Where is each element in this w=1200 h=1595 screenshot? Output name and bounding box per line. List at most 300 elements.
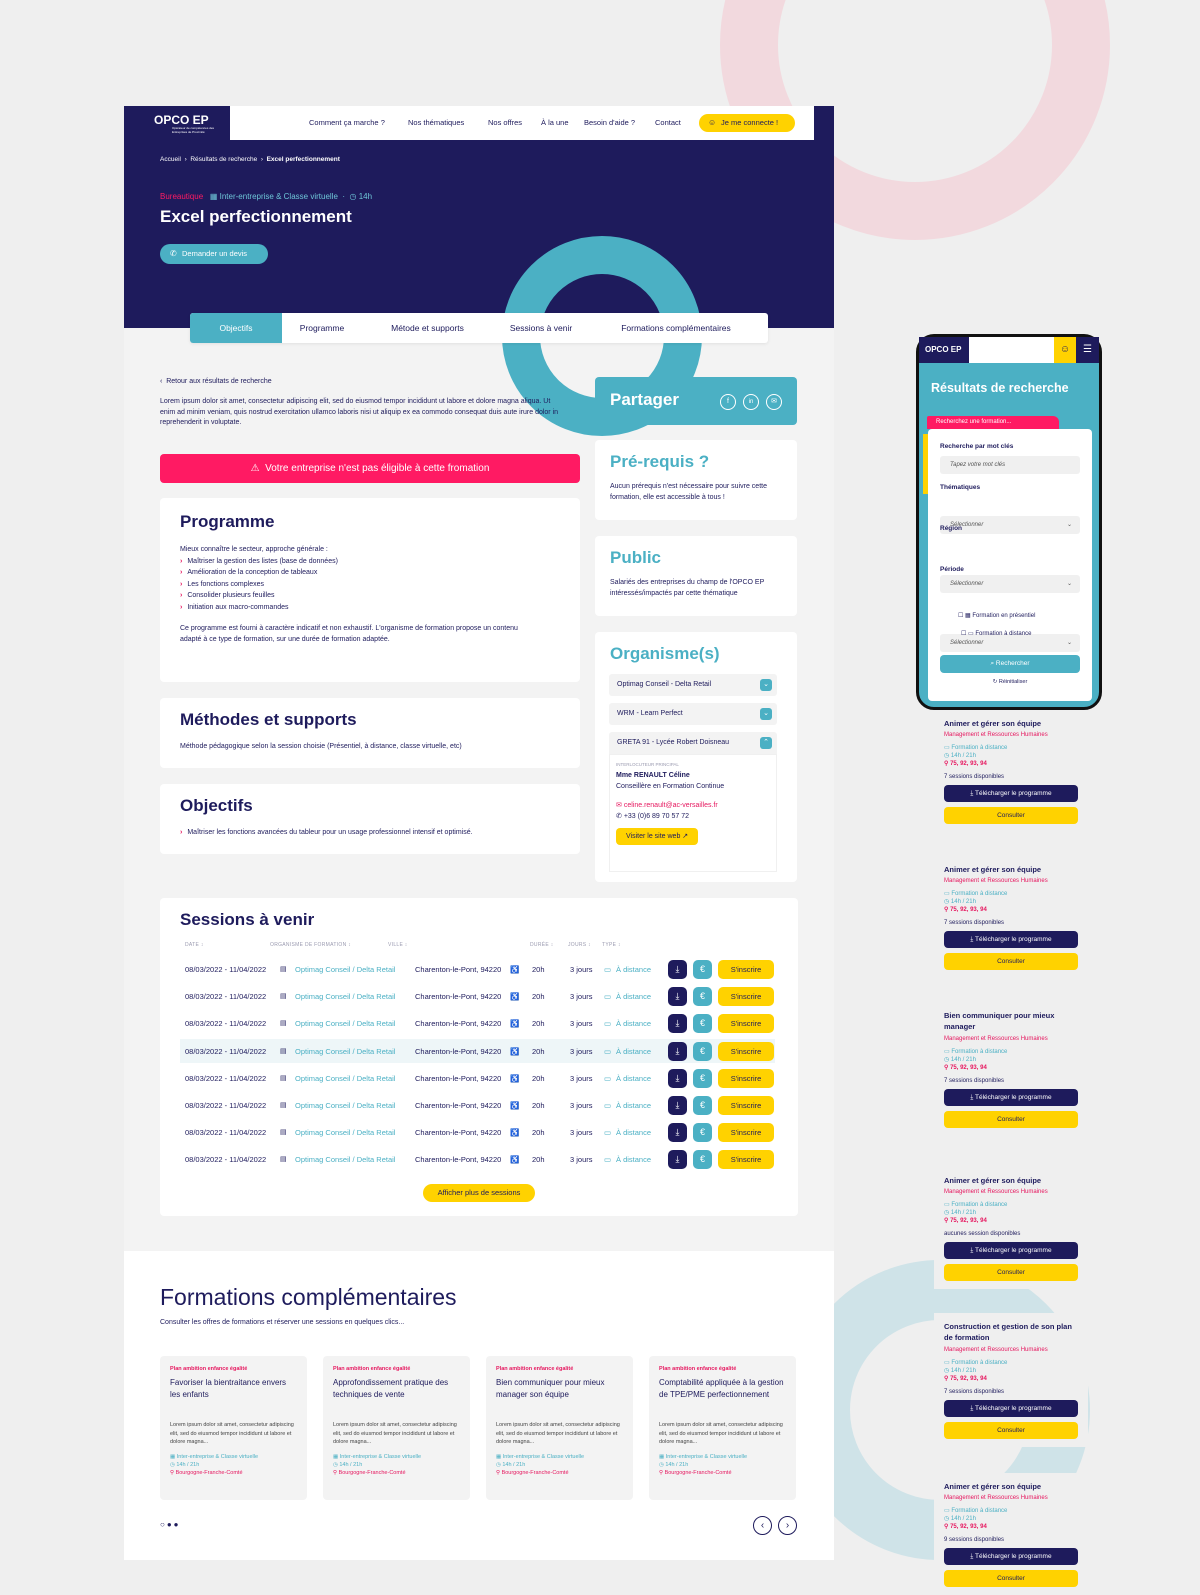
show-more-sessions-button[interactable]: Afficher plus de sessions <box>423 1184 535 1202</box>
session-duration: 20h <box>532 1046 545 1056</box>
card-meta <box>333 1452 460 1478</box>
session-duration: 20h <box>532 1019 545 1029</box>
nav-item-contact[interactable]: Contact <box>655 118 681 127</box>
download-icon[interactable]: ⤓ <box>668 1150 687 1169</box>
list-item: › Les fonctions complexes <box>180 580 264 588</box>
formation-card[interactable] <box>160 1356 307 1500</box>
reset-label: Réinitialiser <box>998 679 1028 685</box>
card-category: Plan ambition enfance égalité <box>659 1366 737 1372</box>
reset-button[interactable] <box>940 679 1080 685</box>
session-days: 3 jours <box>570 1101 593 1110</box>
euro-icon[interactable]: € <box>693 1096 712 1115</box>
pin-icon: ⚲ <box>944 761 949 768</box>
mobile-results-list <box>934 710 1088 1583</box>
result-mode-row <box>944 1201 1078 1208</box>
result-duration: 14h / 21h <box>950 899 976 906</box>
result-title[interactable]: Animer et gérer son équipe <box>944 719 1042 728</box>
column-header-days[interactable]: JOURS ↕ <box>568 942 591 948</box>
session-duration: 20h <box>532 1101 545 1110</box>
tab-sessions[interactable]: Sessions à venir <box>509 323 573 333</box>
desktop-page <box>124 106 834 1560</box>
organisme-item[interactable] <box>609 674 777 696</box>
result-dept-row <box>944 1217 1078 1224</box>
result-mode-row <box>944 1048 1078 1055</box>
share-card <box>595 377 797 425</box>
nav-item-themes[interactable]: Nos thématiques <box>408 118 465 127</box>
website-button[interactable] <box>616 828 698 845</box>
session-org-link[interactable]: Optimag Conseil / Delta Retail <box>295 1073 396 1083</box>
download-icon: ⤓ <box>970 1553 974 1561</box>
register-button[interactable]: S'inscrire <box>718 987 774 1006</box>
card-mode: Inter-entreprise & Classe virtuelle <box>176 1453 259 1460</box>
download-programme-button[interactable] <box>944 785 1078 802</box>
programme-title: Programme <box>180 512 275 531</box>
table-row <box>180 1039 775 1063</box>
user-icon[interactable]: ☺ <box>1054 337 1076 363</box>
breadcrumb-current: Excel perfectionnement <box>266 156 340 163</box>
tab-methodes[interactable]: Métode et supports <box>391 323 464 333</box>
column-header-duration[interactable]: DURÉE ↕ <box>530 942 554 948</box>
session-org-link[interactable]: Optimag Conseil / Delta Retail <box>295 1019 396 1029</box>
sessions-title: Sessions à venir <box>180 910 315 929</box>
mail-icon[interactable]: ✉ <box>766 394 782 410</box>
session-days: 3 jours <box>570 965 593 974</box>
clock-icon: ◷ <box>944 899 950 906</box>
table-row <box>180 1066 775 1090</box>
prereq-card <box>595 440 797 520</box>
menu-icon[interactable]: ☰ <box>1076 337 1099 363</box>
clock-icon: ◷ <box>944 1516 950 1523</box>
result-title[interactable]: Animer et gérer son équipe <box>944 1176 1042 1185</box>
result-dept-row <box>944 1375 1078 1382</box>
intro-text: Lorem ipsum dolor sit amet, consectetur adipiscing elit, sed do eiusmod tempor incididunt ut labore et dolore magna aliqua. Ut enim ad minim veniam, quis nostrud exercitation ullamco laboris nisi ut aliquip ex ea commodo consequat duis aute irure dolor in reprehenderit in voluptate. <box>160 398 559 426</box>
monitor-icon: ▭ <box>944 1359 950 1366</box>
calendar-icon: ▤ <box>280 1047 287 1055</box>
result-mode-row <box>944 744 1078 751</box>
methodes-title: Méthodes et supports <box>180 710 357 729</box>
methodes-text: Méthode pédagogique selon la session choisie (Présentiel, à distance, classe virtuelle, etc) <box>180 743 462 750</box>
objectifs-card <box>160 784 580 854</box>
result-duration-row <box>944 752 1078 759</box>
card-mode: Inter-entreprise & Classe virtuelle <box>502 1453 585 1460</box>
building-icon: ▦ <box>333 1453 339 1460</box>
table-row <box>180 957 775 981</box>
monitor-icon: ▭ <box>604 992 612 1002</box>
register-button[interactable]: S'inscrire <box>718 1014 774 1033</box>
column-header-type[interactable]: TYPE ↕ <box>602 942 621 948</box>
result-availability: 7 sessions disponibles <box>944 774 1005 781</box>
card-region: Bourgogne-Franche-Comté <box>664 1469 732 1476</box>
session-org-link[interactable]: Optimag Conseil / Delta Retail <box>295 1128 396 1138</box>
prereq-title: Pré-requis ? <box>610 452 710 471</box>
methodes-card <box>160 698 580 768</box>
session-type: À distance <box>616 992 652 1002</box>
keyword-input[interactable]: Tapez votre mot clés <box>940 456 1080 474</box>
card-region: Bourgogne-Franche-Comté <box>501 1469 569 1476</box>
monitor-icon: ▭ <box>604 1019 612 1029</box>
register-button[interactable]: S'inscrire <box>718 1069 774 1088</box>
session-days: 3 jours <box>570 1155 593 1165</box>
theme-label: Thématiques <box>940 484 981 491</box>
programme-list <box>180 545 560 645</box>
period-select-value: Sélectionner <box>950 640 984 646</box>
calendar-icon: ▤ <box>280 1129 287 1137</box>
hero-banner <box>124 106 834 328</box>
download-label: Télécharger le programme <box>974 1404 1052 1412</box>
result-availability: aucunes session disponibles <box>944 1231 1021 1238</box>
list-item: › Initiation aux macro-commandes <box>180 603 289 611</box>
contact-role: Conseillère en Formation Continue <box>616 783 725 791</box>
formation-card[interactable] <box>649 1356 796 1500</box>
result-depts: 75, 92, 93, 94 <box>950 1064 987 1071</box>
session-duration: 20h <box>532 1128 545 1138</box>
euro-icon[interactable]: € <box>693 1069 712 1088</box>
session-duration: 20h <box>532 965 545 974</box>
formation-card[interactable] <box>486 1356 633 1500</box>
result-depts: 75, 92, 93, 94 <box>950 761 987 768</box>
session-city: Charenton-le-Pont, 94220 <box>415 1128 502 1138</box>
card-region-row <box>333 1469 460 1478</box>
table-row <box>180 1011 775 1035</box>
euro-icon[interactable]: € <box>693 960 712 979</box>
session-duration: 20h <box>532 1155 545 1165</box>
programme-card <box>160 498 580 682</box>
page-title: Excel perfectionnement <box>160 207 352 226</box>
connect-button[interactable] <box>699 114 795 132</box>
card-duration-row <box>333 1462 460 1469</box>
result-duration-row <box>944 1515 1078 1522</box>
euro-icon[interactable]: € <box>693 1123 712 1142</box>
region-select-value: Sélectionner <box>950 581 984 587</box>
register-button[interactable]: S'inscrire <box>718 1096 774 1115</box>
accessibility-icon: ♿ <box>510 1019 520 1029</box>
result-card <box>934 1473 1088 1595</box>
card-title: Bien communiquer pour mieux manager son équipe <box>496 1378 605 1399</box>
breadcrumb-home[interactable]: Accueil <box>160 156 181 163</box>
session-type: À distance <box>616 1128 652 1138</box>
session-org-link[interactable]: Optimag Conseil / Delta Retail <box>295 992 396 1002</box>
card-duration: 14h / 21h <box>176 1461 200 1468</box>
pin-icon: ⚲ <box>170 1469 175 1476</box>
formation-card[interactable] <box>323 1356 470 1500</box>
facebook-icon[interactable]: f <box>720 394 736 410</box>
contact-email[interactable] <box>616 800 776 811</box>
nav-item-offers[interactable]: Nos offres <box>488 118 523 127</box>
consult-button[interactable]: Consulter <box>944 807 1078 824</box>
tab-programme[interactable]: Programme <box>299 323 345 333</box>
contact-block <box>609 754 777 872</box>
mobile-page-title: Résultats de recherche <box>931 381 1069 395</box>
card-duration-row <box>170 1462 297 1469</box>
chevron-down-icon: ⌄ <box>1066 640 1072 646</box>
monitor-icon: ▭ <box>604 965 612 974</box>
session-date: 08/03/2022 - 11/04/2022 <box>185 1046 267 1056</box>
result-duration: 14h / 21h <box>950 1210 976 1217</box>
card-title: Comptabilité appliquée à la gestion de TPE/PME perfectionnement <box>659 1378 784 1399</box>
organisme-name: Optimag Conseil - Delta Retail <box>617 681 712 688</box>
card-category: Plan ambition enfance égalité <box>170 1366 248 1372</box>
tab-complementaires[interactable]: Formations complémentaires <box>621 323 731 333</box>
session-city: Charenton-le-Pont, 94220 <box>415 1101 502 1110</box>
download-icon: ⤓ <box>970 1404 974 1412</box>
result-card <box>934 710 1088 832</box>
result-category: Management et Ressources Humaines <box>944 732 1048 739</box>
result-duration: 14h / 21h <box>950 1056 976 1063</box>
consult-button[interactable]: Consulter <box>944 1264 1078 1281</box>
search-icon: ⌕ <box>990 660 995 667</box>
organismes-card <box>595 632 797 882</box>
region-label: Région <box>940 525 963 532</box>
download-icon[interactable]: ⤓ <box>668 1069 687 1088</box>
session-date: 08/03/2022 - 11/04/2022 <box>185 1155 267 1165</box>
monitor-icon: ▭ <box>604 1046 612 1056</box>
accessibility-icon: ♿ <box>510 1101 520 1110</box>
calendar-icon: ▤ <box>280 993 287 1001</box>
result-dept-row <box>944 906 1078 913</box>
monitor-icon: ▭ <box>604 1073 612 1083</box>
result-dept-row <box>944 1523 1078 1530</box>
session-type: À distance <box>616 1046 652 1056</box>
card-region-row <box>496 1469 623 1478</box>
table-row <box>180 984 775 1008</box>
share-title: Partager <box>610 390 679 409</box>
list-item-text: Les fonctions complexes <box>187 580 264 588</box>
download-icon: ⤓ <box>970 936 974 944</box>
session-city: Charenton-le-Pont, 94220 <box>415 1073 502 1083</box>
session-city: Charenton-le-Pont, 94220 <box>415 1046 502 1056</box>
session-org-link[interactable]: Optimag Conseil / Delta Retail <box>295 1046 396 1056</box>
chevron-left-icon: ‹ <box>160 378 163 385</box>
clock-icon: ◷ <box>659 1461 664 1468</box>
card-title: Approfondissement pratique des techniques de vente <box>333 1378 449 1399</box>
result-category: Management et Ressources Humaines <box>944 1189 1048 1196</box>
monitor-icon: ▭ <box>604 1155 612 1165</box>
result-depts: 75, 92, 93, 94 <box>950 1375 987 1382</box>
session-duration: 20h <box>532 992 545 1002</box>
contact-phone <box>616 811 776 822</box>
complementaires-subtitle: Consulter les offres de formations et réserver une sessions en quelques clics... <box>160 1319 405 1326</box>
download-icon[interactable]: ⤓ <box>668 1096 687 1115</box>
option-presentiel[interactable]: ☐ ▦ Formation en présentiel <box>958 613 1036 619</box>
organisme-item[interactable] <box>609 703 777 725</box>
chevron-down-icon[interactable]: ⌄ <box>760 708 772 720</box>
programme-note: Ce programme est fourni à caractère indicatif et non exhaustif. L'organisme de formation propose un contenu adapté à ce type de formation, sur une durée de formation adaptée. <box>180 625 518 643</box>
register-button[interactable]: S'inscrire <box>718 1123 774 1142</box>
accessibility-icon: ♿ <box>510 1073 520 1083</box>
session-type: À distance <box>616 965 652 974</box>
theme-select-value: Sélectionner <box>950 522 984 528</box>
result-mode: Formation à distance <box>951 1202 1008 1209</box>
session-city: Charenton-le-Pont, 94220 <box>415 1019 502 1029</box>
complementaires-title: Formations complémentaires <box>160 1284 457 1310</box>
download-programme-button[interactable] <box>944 1242 1078 1259</box>
result-title[interactable]: Construction et gestion de son plan de formation <box>944 1322 1072 1343</box>
session-city: Charenton-le-Pont, 94220 <box>415 992 502 1002</box>
download-icon: ⤓ <box>970 1093 974 1101</box>
clock-icon: ◷ <box>496 1461 501 1468</box>
organismes-title: Organisme(s) <box>610 644 720 663</box>
contact-name: Mme RENAULT Céline <box>616 772 690 780</box>
monitor-icon: ▭ <box>944 891 950 898</box>
consult-button[interactable]: Consulter <box>944 953 1078 970</box>
list-item-text: Maîtriser la gestion des listes (base de données) <box>187 557 338 565</box>
mobile-phone <box>916 334 1102 710</box>
card-description: Lorem ipsum dolor sit amet, consectetur adipiscing elit, sed do eiusmod tempor incididunt ut labore et dolore magna... <box>659 1422 783 1446</box>
euro-icon[interactable]: € <box>693 1014 712 1033</box>
course-category: Bureautique <box>160 192 204 201</box>
session-date: 08/03/2022 - 11/04/2022 <box>185 1128 267 1138</box>
result-card <box>934 1313 1088 1447</box>
warning-icon: ⚠ <box>250 463 260 474</box>
session-city: Charenton-le-Pont, 94220 <box>415 1155 502 1165</box>
mobile-logo[interactable]: OPCO EP <box>919 337 969 363</box>
result-category: Management et Ressources Humaines <box>944 878 1048 885</box>
search-button[interactable] <box>940 655 1080 673</box>
register-button[interactable]: S'inscrire <box>718 1042 774 1061</box>
refresh-icon: ↻ <box>992 679 998 685</box>
card-mode-row <box>496 1452 623 1462</box>
result-title[interactable]: Animer et gérer son équipe <box>944 865 1042 874</box>
website-label: Visiter le site web <box>626 832 681 840</box>
list-item: › Maîtriser la gestion des listes (base de données) <box>180 557 338 565</box>
download-icon[interactable]: ⤓ <box>668 1014 687 1033</box>
session-type: À distance <box>616 1101 652 1110</box>
card-meta <box>170 1452 297 1478</box>
clock-icon: ◷ <box>944 1056 950 1063</box>
region-select[interactable] <box>940 575 1080 593</box>
session-org-link[interactable]: Optimag Conseil / Delta Retail <box>295 1101 396 1110</box>
download-icon[interactable]: ⤓ <box>668 960 687 979</box>
register-button[interactable]: S'inscrire <box>718 1150 774 1169</box>
result-mode: Formation à distance <box>951 891 1008 898</box>
download-programme-button[interactable] <box>944 1548 1078 1565</box>
result-title[interactable]: Animer et gérer son équipe <box>944 1482 1042 1491</box>
card-description: Lorem ipsum dolor sit amet, consectetur adipiscing elit, sed do eiusmod tempor incididunt ut labore et dolore magna... <box>496 1422 620 1446</box>
pin-icon: ⚲ <box>496 1469 501 1476</box>
session-date: 08/03/2022 - 11/04/2022 <box>185 1073 267 1083</box>
result-category: Management et Ressources Humaines <box>944 1495 1048 1502</box>
nav-item-how[interactable]: Comment ça marche ? <box>309 118 385 127</box>
chevron-up-icon[interactable]: ⌃ <box>760 737 772 749</box>
session-org-link[interactable]: Optimag Conseil / Delta Retail <box>295 1155 396 1165</box>
organisme-item-expanded <box>609 732 777 872</box>
session-type: À distance <box>616 1073 652 1083</box>
clock-icon: ◷ <box>333 1461 338 1468</box>
list-item: › Amélioration de la conception de tableaux <box>180 569 318 576</box>
euro-icon[interactable]: € <box>693 987 712 1006</box>
nav-item-news[interactable]: À la une <box>541 118 569 127</box>
building-icon: ▦ <box>170 1453 176 1460</box>
session-type: À distance <box>616 1155 652 1165</box>
list-item-text: Amélioration de la conception de tableaux <box>187 569 318 576</box>
monitor-icon: ▭ <box>944 1508 950 1515</box>
carousel-dots[interactable]: ○●● <box>160 1520 181 1529</box>
logo[interactable] <box>124 106 230 142</box>
nav-item-help[interactable]: Besoin d'aide ? <box>584 118 636 127</box>
card-duration-row <box>496 1462 623 1469</box>
table-row <box>180 1120 775 1144</box>
card-mode-row <box>659 1452 786 1462</box>
column-header-city[interactable]: VILLE ↕ <box>388 942 408 948</box>
search-tag: Recherchez une formation... <box>927 416 1059 429</box>
quote-button[interactable] <box>160 244 268 264</box>
chevron-down-icon[interactable]: ⌄ <box>760 679 772 691</box>
building-icon: ▦ <box>965 613 971 619</box>
objectifs-item-text: Maîtriser les fonctions avancées du tableur pour un usage professionnel intensif et optimisé. <box>187 829 473 836</box>
euro-icon[interactable]: € <box>693 1042 712 1061</box>
card-meta <box>496 1452 623 1478</box>
download-icon: ⤓ <box>970 790 974 798</box>
result-title[interactable]: Bien communiquer pour mieux manager <box>944 1011 1055 1032</box>
download-programme-button[interactable] <box>944 1089 1078 1106</box>
card-category: Plan ambition enfance égalité <box>496 1366 574 1372</box>
external-link-icon: ↗ <box>682 832 689 840</box>
column-header-org[interactable]: ORGANISME DE FORMATION ↕ <box>270 942 351 948</box>
pin-icon: ⚲ <box>659 1469 664 1476</box>
breadcrumb-search[interactable]: Résultats de recherche <box>190 156 258 163</box>
course-meta: Bureautique ▦ Inter-entreprise & Classe virtuelle · ◷ 14h <box>160 192 373 201</box>
card-duration: 14h / 21h <box>502 1461 526 1468</box>
card-duration-row <box>659 1462 786 1469</box>
consult-button[interactable]: Consulter <box>944 1570 1078 1587</box>
download-programme-button[interactable] <box>944 931 1078 948</box>
session-days: 3 jours <box>570 992 593 1002</box>
option-distance[interactable]: ☐ ▭ Formation à distance <box>961 631 1032 637</box>
accessibility-icon: ♿ <box>510 965 520 974</box>
monitor-icon: ▭ <box>604 1128 612 1138</box>
consult-button[interactable]: Consulter <box>944 1111 1078 1128</box>
session-city: Charenton-le-Pont, 94220 <box>415 965 502 974</box>
alert-text: Votre entreprise n'est pas éligible à cette fromation <box>265 463 490 474</box>
column-header-date[interactable]: DATE ↕ <box>185 942 204 948</box>
breadcrumb: Accueil › Résultats de recherche › Excel perfectionnement <box>160 156 340 163</box>
card-region-row <box>170 1469 297 1478</box>
back-link[interactable] <box>160 377 272 388</box>
result-duration-row <box>944 898 1078 905</box>
clock-icon: ◷ <box>349 192 357 201</box>
session-date: 08/03/2022 - 11/04/2022 <box>185 992 267 1002</box>
carousel-next-icon[interactable]: › <box>778 1516 797 1535</box>
calendar-icon: ▤ <box>280 1074 287 1082</box>
result-availability: 7 sessions disponibles <box>944 920 1005 927</box>
download-icon[interactable]: ⤓ <box>668 1123 687 1142</box>
list-item-text: Consolider plusieurs feuilles <box>187 592 275 599</box>
email-text: celine.renault@ac-versailles.fr <box>623 801 718 809</box>
tab-objectifs[interactable]: Objectifs <box>190 313 282 343</box>
period-label: Période <box>940 566 964 573</box>
consult-button[interactable]: Consulter <box>944 1422 1078 1439</box>
register-button[interactable]: S'inscrire <box>718 960 774 979</box>
download-icon[interactable]: ⤓ <box>668 987 687 1006</box>
download-programme-button[interactable] <box>944 1400 1078 1417</box>
card-region: Bourgogne-Franche-Comté <box>338 1469 406 1476</box>
result-mode: Formation à distance <box>951 1359 1008 1366</box>
result-duration: 14h / 21h <box>950 753 976 760</box>
carousel-prev-icon[interactable]: ‹ <box>753 1516 772 1535</box>
option-distance-label: Formation à distance <box>975 631 1032 637</box>
download-label: Télécharger le programme <box>974 790 1052 798</box>
download-icon[interactable]: ⤓ <box>668 1042 687 1061</box>
result-availability: 7 sessions disponibles <box>944 1388 1005 1395</box>
session-days: 3 jours <box>570 1046 593 1056</box>
pin-icon: ⚲ <box>944 1064 949 1071</box>
eligibility-alert <box>160 454 580 483</box>
pin-icon: ⚲ <box>944 907 949 914</box>
card-category: Plan ambition enfance égalité <box>333 1366 411 1372</box>
euro-icon[interactable]: € <box>693 1150 712 1169</box>
linkedin-icon[interactable]: in <box>743 394 759 410</box>
session-org-link[interactable]: Optimag Conseil / Delta Retail <box>295 965 396 974</box>
